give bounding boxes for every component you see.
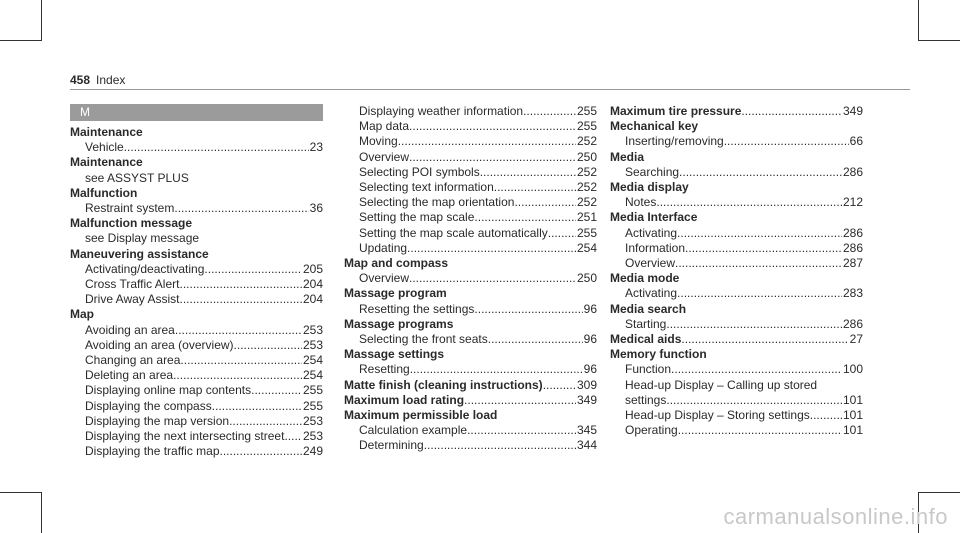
entry-title-text: Medical aids xyxy=(610,332,682,347)
entry-title-text: Matte finish (cleaning instructions) xyxy=(344,377,543,392)
index-subentry[interactable] xyxy=(344,438,597,453)
index-subentry[interactable] xyxy=(344,241,597,256)
entry-title-text: Maintenance xyxy=(70,155,143,170)
header-rule xyxy=(70,89,910,90)
index-subentry[interactable] xyxy=(344,180,597,195)
crop-mark xyxy=(0,492,42,493)
leader-dots xyxy=(467,423,576,438)
index-entry xyxy=(70,247,323,308)
index-entry-title xyxy=(610,150,863,165)
index-entry-title xyxy=(610,180,863,195)
index-entry-title xyxy=(70,247,323,262)
entry-title-text: Media mode xyxy=(610,271,680,286)
entry-title-text: Map xyxy=(70,307,94,322)
subentry-text: settings xyxy=(625,392,667,407)
entry-title-text: Massage settings xyxy=(344,347,445,362)
entry-title-text: Maximum load rating xyxy=(344,392,465,407)
index-subentry[interactable] xyxy=(610,423,863,438)
leader-dots xyxy=(204,262,302,277)
subentry-text: Function xyxy=(625,362,672,377)
page-reference[interactable]: 96 xyxy=(583,362,597,377)
index-entry xyxy=(610,302,863,332)
index-subentry[interactable] xyxy=(70,429,323,444)
page-reference[interactable]: 27 xyxy=(849,332,863,347)
index-subentry[interactable] xyxy=(344,302,597,317)
crop-mark xyxy=(918,492,960,493)
page-reference[interactable]: 254 xyxy=(302,368,323,383)
subentry-text: Head-up Display – Storing settings xyxy=(625,408,810,423)
index-entry xyxy=(344,104,597,256)
subentry-text: Displaying the next intersecting street xyxy=(85,429,285,444)
index-entry-title xyxy=(344,347,597,362)
index-subentry[interactable] xyxy=(610,286,863,301)
section-title: Index xyxy=(96,73,126,87)
index-entry xyxy=(344,408,597,454)
subentry-text: Map data xyxy=(359,119,410,134)
subentry-text: Deleting an area xyxy=(85,368,174,383)
leader-dots xyxy=(179,277,301,292)
leader-dots xyxy=(666,317,842,332)
entry-title-text: Media display xyxy=(610,180,689,195)
page-reference[interactable]: 253 xyxy=(302,337,323,352)
page-reference[interactable]: 23 xyxy=(309,140,323,155)
index-entry xyxy=(610,210,863,271)
index-subentry[interactable] xyxy=(344,271,597,286)
entry-title-text: Massage programs xyxy=(344,316,454,331)
page-reference[interactable]: 204 xyxy=(302,292,323,307)
index-subentry[interactable] xyxy=(610,226,863,241)
index-entry-title xyxy=(610,210,863,225)
index-subentry xyxy=(70,171,323,186)
leader-dots xyxy=(685,241,842,256)
subentry-text: Resetting xyxy=(359,362,410,377)
subentry-text: Overview xyxy=(359,149,410,164)
subentry-text: Selecting the map orientation xyxy=(359,195,515,210)
index-entry xyxy=(70,216,323,246)
index-subentry xyxy=(70,231,323,246)
index-column-1 xyxy=(70,104,323,459)
index-subentry[interactable] xyxy=(344,210,597,225)
leader-dots xyxy=(666,393,842,408)
page-reference[interactable]: 101 xyxy=(842,423,863,438)
index-entry-title xyxy=(610,347,863,362)
leader-dots xyxy=(810,408,842,423)
entry-title-text: Massage program xyxy=(344,286,447,301)
subentry-text: Displaying the compass xyxy=(85,398,212,413)
leader-dots xyxy=(675,256,842,271)
index-subentry[interactable] xyxy=(70,201,323,216)
leader-dots xyxy=(671,362,842,377)
index-subentry[interactable] xyxy=(344,119,597,134)
leader-dots xyxy=(474,302,582,317)
leader-dots xyxy=(229,414,302,429)
leader-dots xyxy=(724,134,849,149)
page-reference[interactable]: 283 xyxy=(842,286,863,301)
index-entry-title[interactable] xyxy=(344,378,597,393)
subentry-text: Displaying weather information xyxy=(359,104,524,118)
index-entry xyxy=(610,347,863,438)
index-subentry[interactable] xyxy=(70,262,323,277)
page-reference[interactable]: 255 xyxy=(576,119,597,134)
index-subentry[interactable] xyxy=(70,323,323,338)
subentry-text: Starting xyxy=(625,316,667,331)
entry-title-text: Maximum tire pressure xyxy=(610,104,742,118)
subentry-text: Setting the map scale xyxy=(359,210,475,225)
page-reference[interactable]: 101 xyxy=(842,392,863,407)
index-entry xyxy=(610,271,863,301)
crop-mark xyxy=(41,0,42,40)
page-reference[interactable]: 96 xyxy=(583,301,597,316)
watermark: carmanualsonline.info xyxy=(723,504,948,529)
page-reference[interactable]: 96 xyxy=(583,332,597,347)
page-reference[interactable]: 253 xyxy=(302,429,323,444)
subentry-text: Calculation example xyxy=(359,423,468,438)
index-entry xyxy=(344,393,597,408)
page-reference[interactable]: 287 xyxy=(842,256,863,271)
page-reference[interactable]: 255 xyxy=(576,104,597,118)
page-reference[interactable]: 205 xyxy=(302,261,323,276)
leader-dots xyxy=(677,226,842,241)
index-entry xyxy=(610,180,863,210)
leader-dots xyxy=(175,323,302,338)
index-subentry[interactable] xyxy=(344,165,597,180)
entry-title-text: Map and compass xyxy=(344,256,449,271)
index-entry-title xyxy=(70,155,323,170)
leader-dots xyxy=(398,134,576,149)
leader-dots xyxy=(407,241,576,256)
index-subentry[interactable] xyxy=(70,353,323,368)
page-reference[interactable]: 253 xyxy=(302,322,323,337)
page-reference[interactable]: 254 xyxy=(302,353,323,368)
leader-dots xyxy=(656,195,842,210)
crop-mark xyxy=(41,492,42,533)
page-reference[interactable]: 309 xyxy=(576,377,597,392)
index-entry xyxy=(70,307,323,459)
subentry-text: Overview xyxy=(625,256,676,271)
index-entry-title xyxy=(344,286,597,301)
page-reference[interactable]: 349 xyxy=(576,392,597,407)
index-subentry[interactable] xyxy=(344,362,597,377)
page-reference[interactable]: 255 xyxy=(576,225,597,240)
leader-dots xyxy=(681,332,848,347)
leader-dots xyxy=(180,353,302,368)
subentry-text: Setting the map scale automatically xyxy=(359,225,548,240)
subentry-text: Avoiding an area xyxy=(85,322,175,337)
entry-title-text: Media search xyxy=(610,301,687,316)
index-entry xyxy=(610,119,863,149)
index-subentry[interactable] xyxy=(344,134,597,149)
leader-dots xyxy=(488,332,583,347)
entry-title-text: Malfunction message xyxy=(70,216,193,231)
index-subentry[interactable] xyxy=(70,368,323,383)
page-reference[interactable]: 349 xyxy=(842,104,863,118)
index-subentry[interactable] xyxy=(344,226,597,241)
page-header xyxy=(70,73,125,87)
index-column-3 xyxy=(610,104,863,438)
leader-dots xyxy=(212,399,302,414)
leader-dots xyxy=(174,201,308,216)
entry-title-text: Media xyxy=(610,149,645,164)
index-entry xyxy=(610,332,863,347)
index-subentry[interactable] xyxy=(344,195,597,210)
index-entry-title xyxy=(610,302,863,317)
subentry-text: Head-up Display – Calling up stored xyxy=(625,377,818,392)
subentry-text: Changing an area xyxy=(85,353,181,368)
page-reference[interactable]: 66 xyxy=(849,134,863,149)
leader-dots xyxy=(543,378,576,393)
index-entry-title xyxy=(610,271,863,286)
index-entry xyxy=(344,347,597,377)
index-entry xyxy=(70,186,323,216)
leader-dots xyxy=(464,393,576,408)
leader-dots xyxy=(409,119,576,134)
page-reference[interactable]: 250 xyxy=(576,271,597,286)
page-reference[interactable]: 255 xyxy=(302,398,323,413)
entry-title-text: Memory function xyxy=(610,347,707,362)
page-reference[interactable]: 252 xyxy=(576,164,597,179)
index-subentry[interactable] xyxy=(70,277,323,292)
page-reference[interactable]: 252 xyxy=(576,195,597,210)
index-entry-title[interactable] xyxy=(610,104,863,119)
page-reference[interactable]: 250 xyxy=(576,149,597,164)
page-reference[interactable]: 204 xyxy=(302,277,323,292)
subentry-text: Cross Traffic Alert xyxy=(85,277,180,292)
index-entry xyxy=(70,155,323,185)
leader-dots xyxy=(480,165,576,180)
page-number: 458 xyxy=(70,73,91,87)
index-entry xyxy=(610,104,863,119)
leader-dots xyxy=(234,338,302,353)
index-subentry[interactable] xyxy=(610,408,863,423)
index-entry-title xyxy=(70,186,323,201)
index-subentry[interactable] xyxy=(610,317,863,332)
index-subentry[interactable] xyxy=(610,362,863,377)
index-entry-title[interactable] xyxy=(610,332,863,347)
leader-dots xyxy=(424,438,576,453)
page-reference[interactable]: 251 xyxy=(576,210,597,225)
index-entry xyxy=(344,256,597,286)
crop-mark xyxy=(0,40,42,41)
subentry-text: Activating/deactivating xyxy=(85,261,205,276)
subentry-text: Overview xyxy=(359,271,410,286)
leader-dots xyxy=(409,150,576,165)
page-reference[interactable]: 252 xyxy=(576,180,597,195)
entry-title-text: Maintenance xyxy=(70,125,143,139)
index-entry xyxy=(610,150,863,180)
leader-dots xyxy=(514,195,576,210)
index-entry xyxy=(344,286,597,316)
subentry-text: Searching xyxy=(625,164,680,179)
page-reference[interactable]: 345 xyxy=(576,423,597,438)
leader-dots xyxy=(179,292,301,307)
subentry-text: Selecting POI symbols xyxy=(359,164,480,179)
subentry-text: Vehicle xyxy=(85,140,124,155)
index-subentry[interactable] xyxy=(344,104,597,119)
leader-dots xyxy=(173,368,302,383)
page-reference[interactable]: 101 xyxy=(842,408,863,423)
page-reference[interactable]: 100 xyxy=(842,362,863,377)
subentry-text: Resetting the settings xyxy=(359,301,475,316)
entry-title-text: Malfunction xyxy=(70,185,138,200)
subentry-text: Restraint system xyxy=(85,201,175,216)
index-subentry[interactable] xyxy=(610,195,863,210)
page-reference[interactable]: 286 xyxy=(842,225,863,240)
subentry-text: Moving xyxy=(359,134,398,149)
leader-dots xyxy=(410,362,583,377)
index-subentry[interactable] xyxy=(344,423,597,438)
entry-title-text: Maximum permissible load xyxy=(344,408,498,423)
index-subentry[interactable] xyxy=(70,140,323,155)
subentry-text: Activating xyxy=(625,225,678,240)
index-subentry[interactable] xyxy=(70,338,323,353)
index-subentry[interactable] xyxy=(344,332,597,347)
page-reference[interactable]: 36 xyxy=(309,201,323,216)
index-subentry[interactable] xyxy=(610,393,863,408)
subentry-text: Displaying the traffic map xyxy=(85,444,220,459)
index-entry xyxy=(344,317,597,347)
index-subentry[interactable] xyxy=(344,150,597,165)
subentry-text: Displaying online map contents xyxy=(85,383,252,398)
index-subentry[interactable] xyxy=(610,241,863,256)
subentry-text: Activating xyxy=(625,286,678,301)
subentry-text: Selecting the front seats xyxy=(359,332,488,347)
index-entry-title xyxy=(344,408,597,423)
index-subentry[interactable] xyxy=(70,292,323,307)
subentry-text: Updating xyxy=(359,240,408,255)
index-entry xyxy=(344,378,597,393)
page-reference[interactable]: 286 xyxy=(842,316,863,331)
crop-mark xyxy=(918,0,919,40)
leader-dots xyxy=(741,104,842,119)
subentry-text: Inserting/removing xyxy=(625,134,724,149)
entry-title-text: Maneuvering assistance xyxy=(70,246,209,261)
subentry-text: Drive Away Assist xyxy=(85,292,180,307)
subentry-text: see Display message xyxy=(85,231,200,246)
index-entry xyxy=(70,125,323,155)
subentry-text: Displaying the map version xyxy=(85,413,230,428)
index-entry-title xyxy=(70,216,323,231)
index-subentry[interactable] xyxy=(70,399,323,414)
subentry-text: see ASSYST PLUS xyxy=(85,170,189,185)
subentry-text: Operating xyxy=(625,423,678,438)
index-subentry[interactable] xyxy=(610,134,863,149)
page-reference[interactable]: 254 xyxy=(576,240,597,255)
leader-dots xyxy=(679,165,842,180)
index-entry-title xyxy=(344,256,597,271)
page-reference[interactable]: 255 xyxy=(302,383,323,398)
leader-dots xyxy=(677,286,842,301)
page-reference[interactable]: 286 xyxy=(842,164,863,179)
subentry-text: Information xyxy=(625,240,686,255)
page-reference[interactable]: 249 xyxy=(302,444,323,459)
leader-dots xyxy=(494,180,576,195)
subentry-text: Avoiding an area (overview) xyxy=(85,337,234,352)
crop-mark xyxy=(918,40,960,41)
subentry-text: Determining xyxy=(359,438,424,453)
leader-dots xyxy=(220,444,302,459)
index-subentry[interactable] xyxy=(610,165,863,180)
index-subentry[interactable] xyxy=(70,414,323,429)
index-subentry xyxy=(610,378,863,393)
subentry-text: Notes xyxy=(625,195,657,210)
index-entry-title[interactable] xyxy=(344,393,597,408)
index-subentry[interactable] xyxy=(70,444,323,459)
index-entry-title xyxy=(70,307,323,322)
entry-title-text: Media Interface xyxy=(610,210,698,225)
page-reference[interactable]: 252 xyxy=(576,134,597,149)
leader-dots xyxy=(284,429,302,444)
page-reference[interactable]: 212 xyxy=(842,195,863,210)
leader-dots xyxy=(523,104,576,119)
leader-dots xyxy=(548,226,576,241)
leader-dots xyxy=(678,423,842,438)
page-reference[interactable]: 286 xyxy=(842,240,863,255)
index-subentry[interactable] xyxy=(70,383,323,398)
leader-dots xyxy=(124,140,309,155)
entry-title-text: Mechanical key xyxy=(610,119,699,134)
index-column-2 xyxy=(344,104,597,454)
leader-dots xyxy=(251,383,302,398)
page-reference[interactable]: 344 xyxy=(576,438,597,453)
index-entry-title xyxy=(344,317,597,332)
leader-dots xyxy=(409,271,576,286)
subentry-text: Selecting text information xyxy=(359,180,494,195)
index-entry-title xyxy=(610,119,863,134)
index-subentry[interactable] xyxy=(610,256,863,271)
index-letter-heading: M xyxy=(70,104,323,121)
index-entry-title xyxy=(70,125,323,140)
page-reference[interactable]: 253 xyxy=(302,413,323,428)
leader-dots xyxy=(474,210,576,225)
